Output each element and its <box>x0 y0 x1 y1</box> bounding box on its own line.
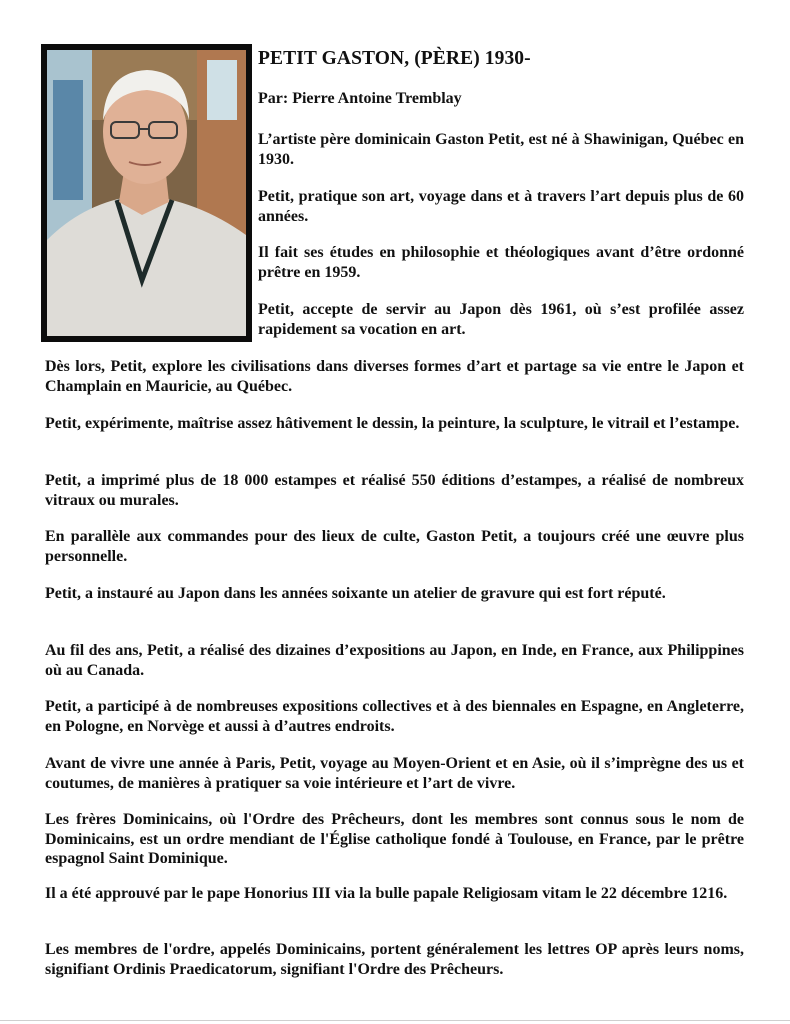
paragraph: Petit, pratique son art, voyage dans et à travers l’art depuis plus de 60 années. <box>258 188 744 225</box>
paragraph: Dès lors, Petit, explore les civilisations dans diverses formes d’art et partage sa vie entre le Japon et Champlain en Mauricie, au Québec. <box>45 358 744 395</box>
paragraph: Petit, a instauré au Japon dans les années soixante un atelier de gravure qui est fort réputé. <box>45 585 666 602</box>
paragraph: Petit, accepte de servir au Japon dès 1961, où s’est profilée assez rapidement sa vocation en art. <box>258 301 744 338</box>
paragraph: Petit, expérimente, maîtrise assez hâtivement le dessin, la peinture, la sculpture, le vitrail et l’estampe. <box>45 415 740 432</box>
paragraph: Au fil des ans, Petit, a réalisé des dizaines d’expositions au Japon, en Inde, en France, aux Philippines où au Canada. <box>45 642 744 679</box>
paragraph: Il fait ses études en philosophie et théologiques avant d’être ordonné prêtre en 1959. <box>258 244 744 281</box>
paragraph: Petit, a participé à de nombreuses expositions collectives et à des biennales en Espagne, en Angleterre, en Pologne, en Norvège et aussi à d’autres endroits. <box>45 698 744 735</box>
paragraph: L’artiste père dominicain Gaston Petit, est né à Shawinigan, Québec en 1930. <box>258 131 744 168</box>
paragraph: Les frères Dominicains, où l'Ordre des Prêcheurs, dont les membres sont connus sous le nom de Dominicains, est un ordre mendiant de l'Église catholique fondé à Toulouse, en France, par le prêtre espagnol Saint Dominique. <box>45 811 744 867</box>
paragraph: Petit, a imprimé plus de 18 000 estampes et réalisé 550 éditions d’estampes, a réalisé de nombreux vitraux ou murales. <box>45 472 744 509</box>
paragraph: Les membres de l'ordre, appelés Dominicains, portent généralement les lettres OP après leurs noms, signifiant Ordinis Praedicatorum, signifiant l'Ordre des Prêcheurs. <box>45 941 744 978</box>
paragraph: En parallèle aux commandes pour des lieux de culte, Gaston Petit, a toujours créé une œuvre plus personnelle. <box>45 528 744 565</box>
paragraph: Avant de vivre une année à Paris, Petit, voyage au Moyen-Orient et en Asie, où il s’imprègne des us et coutumes, de manières à pratiquer sa voie intérieure et l’art de vivre. <box>45 755 744 792</box>
portrait-photo <box>47 50 246 336</box>
article-byline: Par: Pierre Antoine Tremblay <box>258 90 462 107</box>
paragraph: Il a été approuvé par le pape Honorius III via la bulle papale Religiosam vitam le 22 décembre 1216. <box>45 885 728 902</box>
portrait-illustration <box>47 50 246 336</box>
portrait-photo-frame <box>41 44 252 342</box>
article-title: PETIT GASTON, (PÈRE) 1930- <box>258 48 531 69</box>
page-bottom-edge <box>0 1020 790 1021</box>
